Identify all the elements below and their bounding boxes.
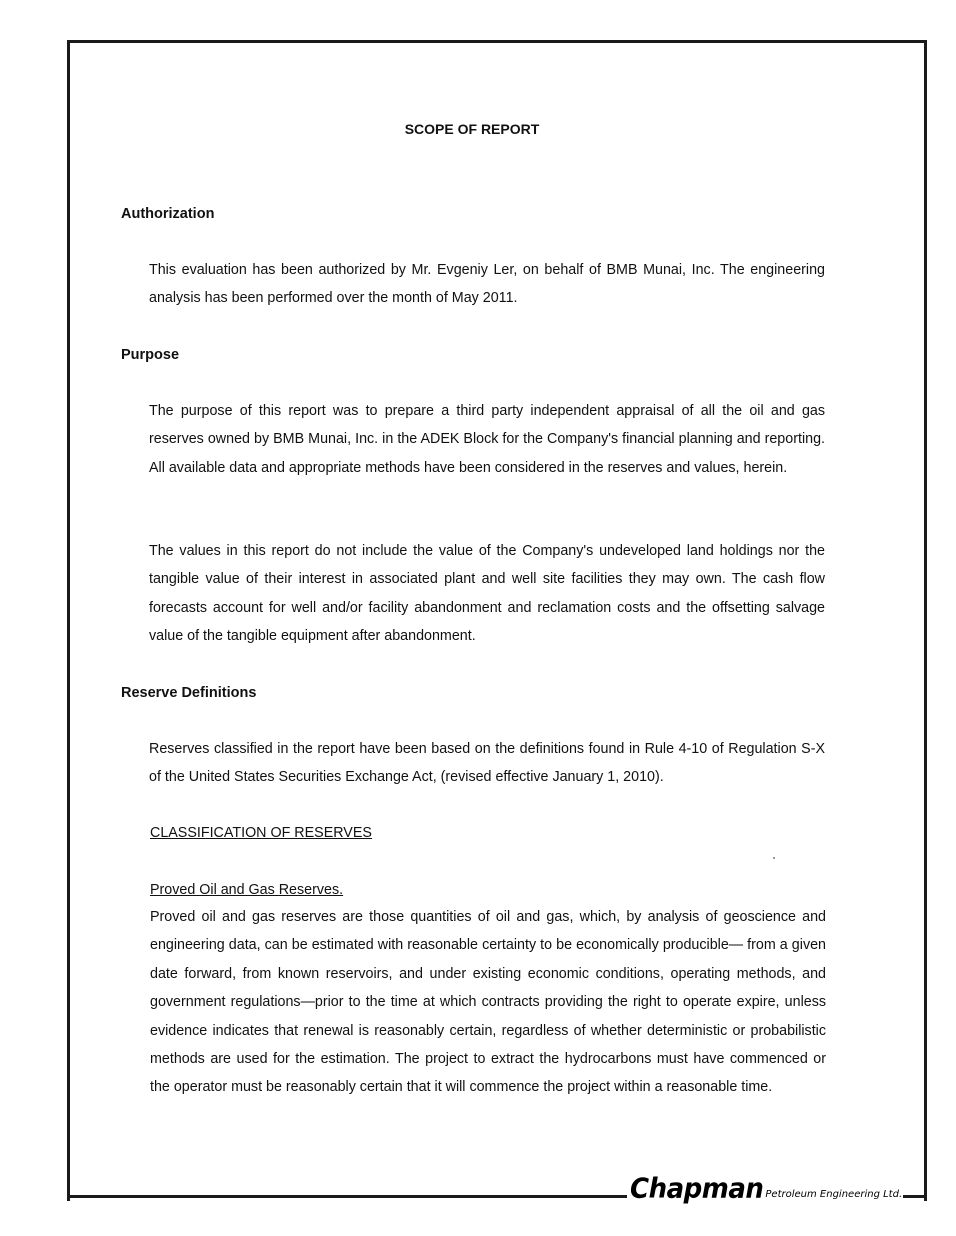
- logo-subtitle: Petroleum Engineering Ltd.: [765, 1189, 903, 1200]
- page-title: SCOPE OF REPORT: [404, 121, 540, 137]
- scan-speck: [773, 857, 775, 859]
- footer-rule-left: [67, 1195, 627, 1198]
- purpose-paragraph-1: The purpose of this report was to prepare a third party independent appraisal of all the oil and gas reserves owned by BMB Munai, Inc. in the ADEK Block for the Company's financial planning and reporting. All available data and appropriate methods have been considered in the reserves and values, herein.: [149, 403, 825, 476]
- proved-reserves-paragraph: Proved oil and gas reserves are those quantities of oil and gas, which, by analysis of geoscience and engineering data, can be estimated with reasonable certainty to be economically producible— from a given date forward, from known reservoirs, and under existing economic conditions, operating methods, and government regulations—prior to the time at which contracts providing the right to operate expire, unless evidence indicates that renewal is reasonably certain, regardless of whether deterministic or probabilistic methods are used for the estimation. The project to extract the hydrocarbons must have commenced or the operator must be reasonably certain that it will commence the project within a reasonable time.: [150, 909, 826, 1096]
- authorization-paragraph: This evaluation has been authorized by Mr. Evgeniy Ler, on behalf of BMB Munai, Inc. The engineering analysis has been performed over the month of May 2011.: [149, 262, 825, 307]
- heading-purpose: Purpose: [121, 347, 180, 363]
- heading-reserve-definitions: Reserve Definitions: [121, 685, 257, 701]
- classification-heading: CLASSIFICATION OF RESERVES: [150, 825, 372, 841]
- company-logo: [630, 1174, 902, 1204]
- footer-rule-right: [903, 1195, 927, 1198]
- logo-wordmark: Chapman: [630, 1173, 764, 1205]
- heading-authorization: Authorization: [121, 206, 215, 222]
- purpose-paragraph-2: The values in this report do not include the value of the Company's undeveloped land holdings nor the tangible value of their interest in associated plant and well site facilities they may own. The cash flow forecasts account for well and/or facility abandonment and reclamation costs and the offsetting salvage value of the tangible equipment after abandonment.: [149, 543, 825, 645]
- reserve-definitions-paragraph: Reserves classified in the report have been based on the definitions found in Rule 4-10 of Regulation S-X of the United States Securities Exchange Act, (revised effective January 1, 2010).: [149, 741, 825, 786]
- proved-reserves-heading: Proved Oil and Gas Reserves.: [150, 882, 344, 898]
